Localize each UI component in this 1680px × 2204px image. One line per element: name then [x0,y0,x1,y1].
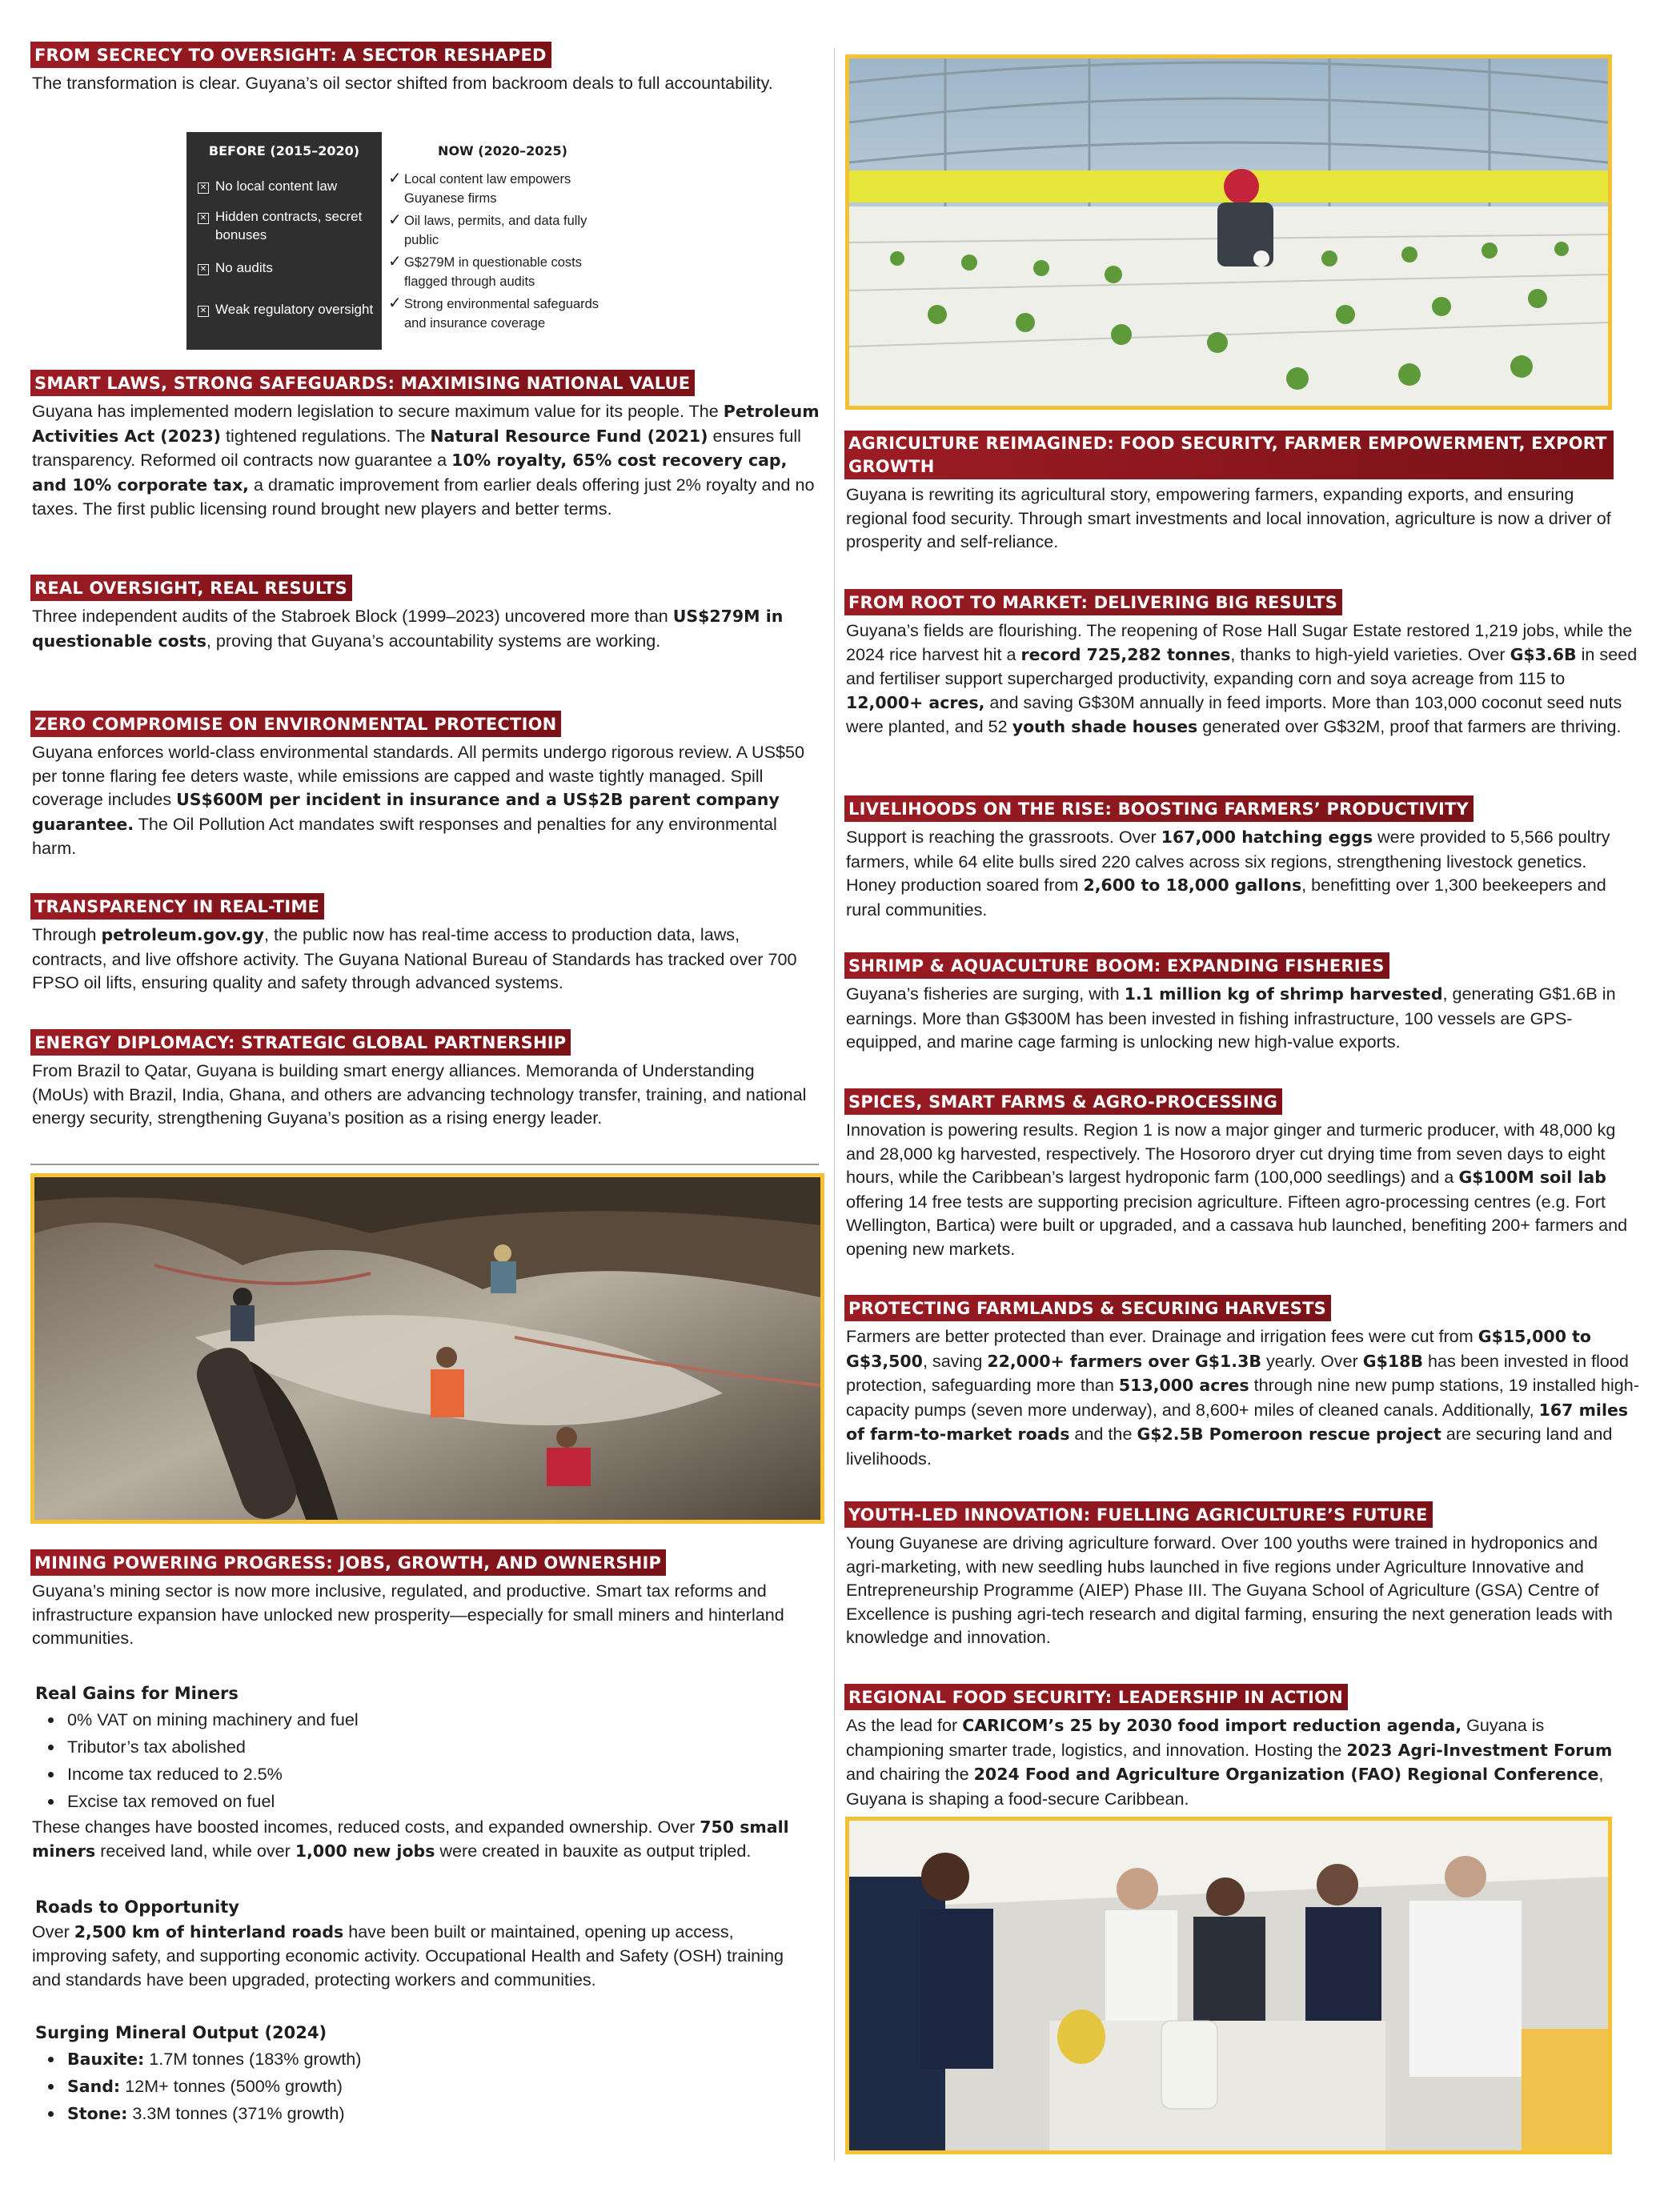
section-heading: MINING POWERING PROGRESS: JOBS, GROWTH, AND OWNERSHIP [30,1549,666,1576]
list-item: • Income tax reduced to 2.5% [64,1761,823,1788]
check-icon: ✓ [388,170,402,187]
section-body: Innovation is powering results. Region 1 is now a major ginger and turmeric producer, with 48,000 kg and 28,000 kg harvested, respectively. The Hosororo dryer cut drying time from seven days to eight hours, while the Caribbean’s largest hydroponic farm (100,000 seedlings) and a G$100M soil lab offering 14 free tests are supporting precision agriculture. Fifteen agro-processing centres (e.g. Fort Wellington, Bartica) were built or upgraded, and a cassava hub launched, benefiting 200+ farmers and opening new markets. [846,1120,1628,1259]
section-transparency [30,893,823,995]
section-heading: REAL OVERSIGHT, REAL RESULTS [30,575,352,601]
section-heading: SHRIMP & AQUACULTURE BOOM: EXPANDING FISHERIES [844,952,1389,979]
section-body: Guyana’s mining sector is now more inclusive, regulated, and productive. Smart tax reforms and infrastructure expansion have unlocked new prosperity—especially for small miners and hinterland communities. [32,1581,784,1648]
section-heading: SPICES, SMART FARMS & AGRO-PROCESSING [844,1088,1282,1115]
hydroponic-farm-photo [845,54,1612,410]
before-item: ✕ No local content law [198,177,374,195]
section-heading: SMART LAWS, STRONG SAFEGUARDS: MAXIMISING NATIONAL VALUE [30,370,695,396]
section-body: Over 2,500 km of hinterland roads have been built or maintained, opening up access, improving safety, and supporting economic activity. Occupational Health and Safety (OSH) training and standards have been upgraded, protecting workers and communities. [32,1921,784,1990]
section-heading: FROM ROOT TO MARKET: DELIVERING BIG RESULTS [844,589,1342,615]
list-item: • Excise tax removed on fuel [64,1788,823,1815]
section-heading: ENERGY DIPLOMACY: STRATEGIC GLOBAL PARTNERSHIP [30,1029,571,1056]
section-heading: AGRICULTURE REIMAGINED: FOOD SECURITY, FARMER EMPOWERMENT, EXPORT GROWTH [844,431,1614,479]
separator-line [30,1164,819,1165]
section-body: Three independent audits of the Stabroek Block (1999–2023) uncovered more than US$279M in questionable costs, proving that Guyana’s accountability systems are working. [32,606,784,651]
now-heading: NOW (2020–2025) [438,143,567,158]
list-item: • 0% VAT on mining machinery and fuel [64,1706,823,1733]
before-item: ✕ No audits [198,258,374,277]
x-box-icon: ✕ [198,264,209,275]
section-body: Guyana has implemented modern legislation to secure maximum value for its people. The Petroleum Activities Act (2023) tightened regulations. The Natural Resource Fund (2021) ensures full transparency. Reformed oil contracts now guarantee a 10% royalty, 65% cost recovery cap, and 10% corporate tax, a dramatic improvement from earlier deals offering just 2% royalty and no taxes. The first public licensing round brought new players and better terms. [32,401,820,519]
before-item: ✕ Weak regulatory oversight [198,300,391,319]
section-root-to-market [844,589,1645,739]
section-body: Farmers are better protected than ever. Drainage and irrigation fees were cut from G$15,000 to G$3,500, saving 22,000+ farmers over G$1.3B yearly. Over G$18B has been invested in flood protection, safeguarding more than 513,000 acres through nine new pump stations, 19 installed high-capacity pumps (seven more underway), and 8,600+ miles of cleaned canals. Additionally, 167 miles of farm-to-market roads and the G$2.5B Pomeroon rescue project are securing land and livelihoods. [846,1326,1640,1469]
section-body: Support is reaching the grassroots. Over 167,000 hatching eggs were provided to 5,566 poultry farmers, while 64 elite bulls sired 220 calves across six regions, strengthening livestock genetics. Honey production soared from 2,600 to 18,000 gallons, benefitting over 1,300 beekeepers and rural communities. [846,827,1610,920]
section-body: Guyana’s fields are flourishing. The reopening of Rose Hall Sugar Estate restored 1,219 jobs, while the 2024 rice harvest hit a record 725,282 tonnes, thanks to high-yield varieties. Over G$3.6B in seed and fertiliser support supercharged productivity, expanding corn and soya acreage from 115 to 12,000+ acres, and saving G$30M annually in feed imports. More than 103,000 coconut seed nuts were planted, and 52 youth shade houses generated over G$32M, proof that farmers are thriving. [846,620,1638,736]
gains-list [30,1706,823,1815]
check-icon: ✓ [388,211,402,229]
section-regional-food-security [844,1684,1645,1810]
section-real-oversight [30,575,823,653]
check-icon: ✓ [388,295,402,312]
list-item: • Sand: 12M+ tonnes (500% growth) [64,2073,823,2100]
check-icon: ✓ [388,253,402,270]
section-heading: REGIONAL FOOD SECURITY: LEADERSHIP IN ACTION [844,1684,1348,1710]
section-body: Guyana enforces world-class environmental standards. All permits undergo rigorous review. A US$50 per tonne flaring fee deters waste, while emissions are capped and waste tightly managed. Spill coverage includes US$600M per incident in insurance and a US$2B parent company guarantee. The Oil Pollution Act mandates swift responses and penalties for any environmental harm. [32,742,805,858]
section-environment [30,711,823,860]
list-item: • Stone: 3.3M tonnes (371% growth) [64,2100,823,2127]
subheading-real-gains: Real Gains for Miners [35,1683,239,1703]
section-youth-innovation [844,1501,1645,1649]
now-item: ✓ Strong environmental safeguards and insurance coverage [388,295,599,331]
section-heading: ZERO COMPROMISE ON ENVIRONMENTAL PROTECTION [30,711,561,737]
section-body: From Brazil to Qatar, Guyana is building smart energy alliances. Memoranda of Understanding (MoUs) with Brazil, India, Ghana, and others are advancing technology transfer, training, and national energy security, strengthening Guyana’s position as a rising energy leader. [32,1060,807,1128]
before-heading: BEFORE (2015–2020) [208,143,360,158]
section-smart-laws [30,370,823,521]
x-box-icon: ✕ [198,306,209,317]
now-item: ✓ Oil laws, permits, and data fully public [388,211,587,247]
section-heading: FROM SECRECY TO OVERSIGHT: A SECTOR RESHAPED [30,42,551,68]
section-body: Young Guyanese are driving agriculture forward. Over 100 youths were trained in hydroponics and agri-marketing, with new seedling hubs launched in five regions under Agriculture Innovative and Entrepreneurship Programme (AIEP) Phase III. The Guyana School of Agriculture (GSA) Centre of Excellence is pushing agri-tech research and digital farming, ensuring the next generation leads with knowledge and innovation. [846,1533,1613,1647]
x-box-icon: ✕ [198,182,209,194]
column-divider [834,48,835,2161]
section-heading: TRANSPARENCY IN REAL-TIME [30,893,324,920]
before-item: ✕ Hidden contracts, secret bonuses [198,207,391,244]
section-body: Guyana is rewriting its agricultural story, empowering farmers, expanding exports, and ensuring regional food security. Through smart investments and local innovation, agriculture is now a driver of prosperity and self-reliance. [846,484,1611,551]
section-protecting-farmlands [844,1295,1645,1470]
section-heading: LIVELIHOODS ON THE RISE: BOOSTING FARMERS’ PRODUCTIVITY [844,795,1474,822]
section-agriculture-reimagined [844,431,1613,554]
list-item: • Tributor’s tax abolished [64,1733,823,1761]
section-body: These changes have boosted incomes, reduced costs, and expanded ownership. Over 750 small miners received land, while over 1,000 new jobs were created in bauxite as output tripled. [32,1816,789,1861]
now-box [387,132,619,331]
website-link[interactable]: petroleum.gov.gy [101,925,264,944]
section-spices-smart-farms [844,1088,1645,1260]
now-item: ✓ Local content law empowers Guyanese firms [388,170,571,206]
section-body: Through petroleum.gov.gy, the public now has real-time access to production data, laws, contracts, and live offshore activity. The Guyana National Bureau of Standards has tracked over 700 FPSO oil lifts, ensuring quality and safety through advanced systems. [32,924,797,992]
leaders-toast-photo [845,1817,1612,2154]
section-body: Guyana’s fisheries are surging, with 1.1 million kg of shrimp harvested, generating G$1.6B in earnings. More than G$300M has been invested in fishing infrastructure, 100 vessels are GPS-equipped, and marine cage farming is unlocking new high-value exports. [846,984,1616,1052]
subheading-mineral-output: Surging Mineral Output (2024) [35,2023,327,2042]
section-oversight [30,42,823,95]
subheading-roads: Roads to Opportunity [35,1897,239,1917]
mining-photo [30,1173,824,1524]
now-item: ✓ G$279M in questionable costs flagged through audits [388,253,582,289]
section-body: The transformation is clear. Guyana’s oil sector shifted from backroom deals to full accountability. [32,73,773,93]
section-shrimp-aquaculture [844,952,1645,1054]
section-energy-diplomacy [30,1029,823,1130]
section-livelihoods [844,795,1645,921]
before-box [186,132,382,350]
x-box-icon: ✕ [198,213,209,224]
section-heading: PROTECTING FARMLANDS & SECURING HARVESTS [844,1295,1331,1321]
section-body: As the lead for CARICOM’s 25 by 2030 food import reduction agenda, Guyana is championing smarter trade, logistics, and innovation. Hosting the 2023 Agri-Investment Forum and chairing the 2024 Food and Agriculture Organization (FAO) Regional Conference, Guyana is shaping a food-secure Caribbean. [846,1715,1613,1809]
section-mining [30,1549,823,2127]
section-heading: YOUTH-LED INNOVATION: FUELLING AGRICULTURE’S FUTURE [844,1501,1433,1528]
minerals-list [30,2046,823,2127]
list-item: • Bauxite: 1.7M tonnes (183% growth) [64,2046,823,2073]
